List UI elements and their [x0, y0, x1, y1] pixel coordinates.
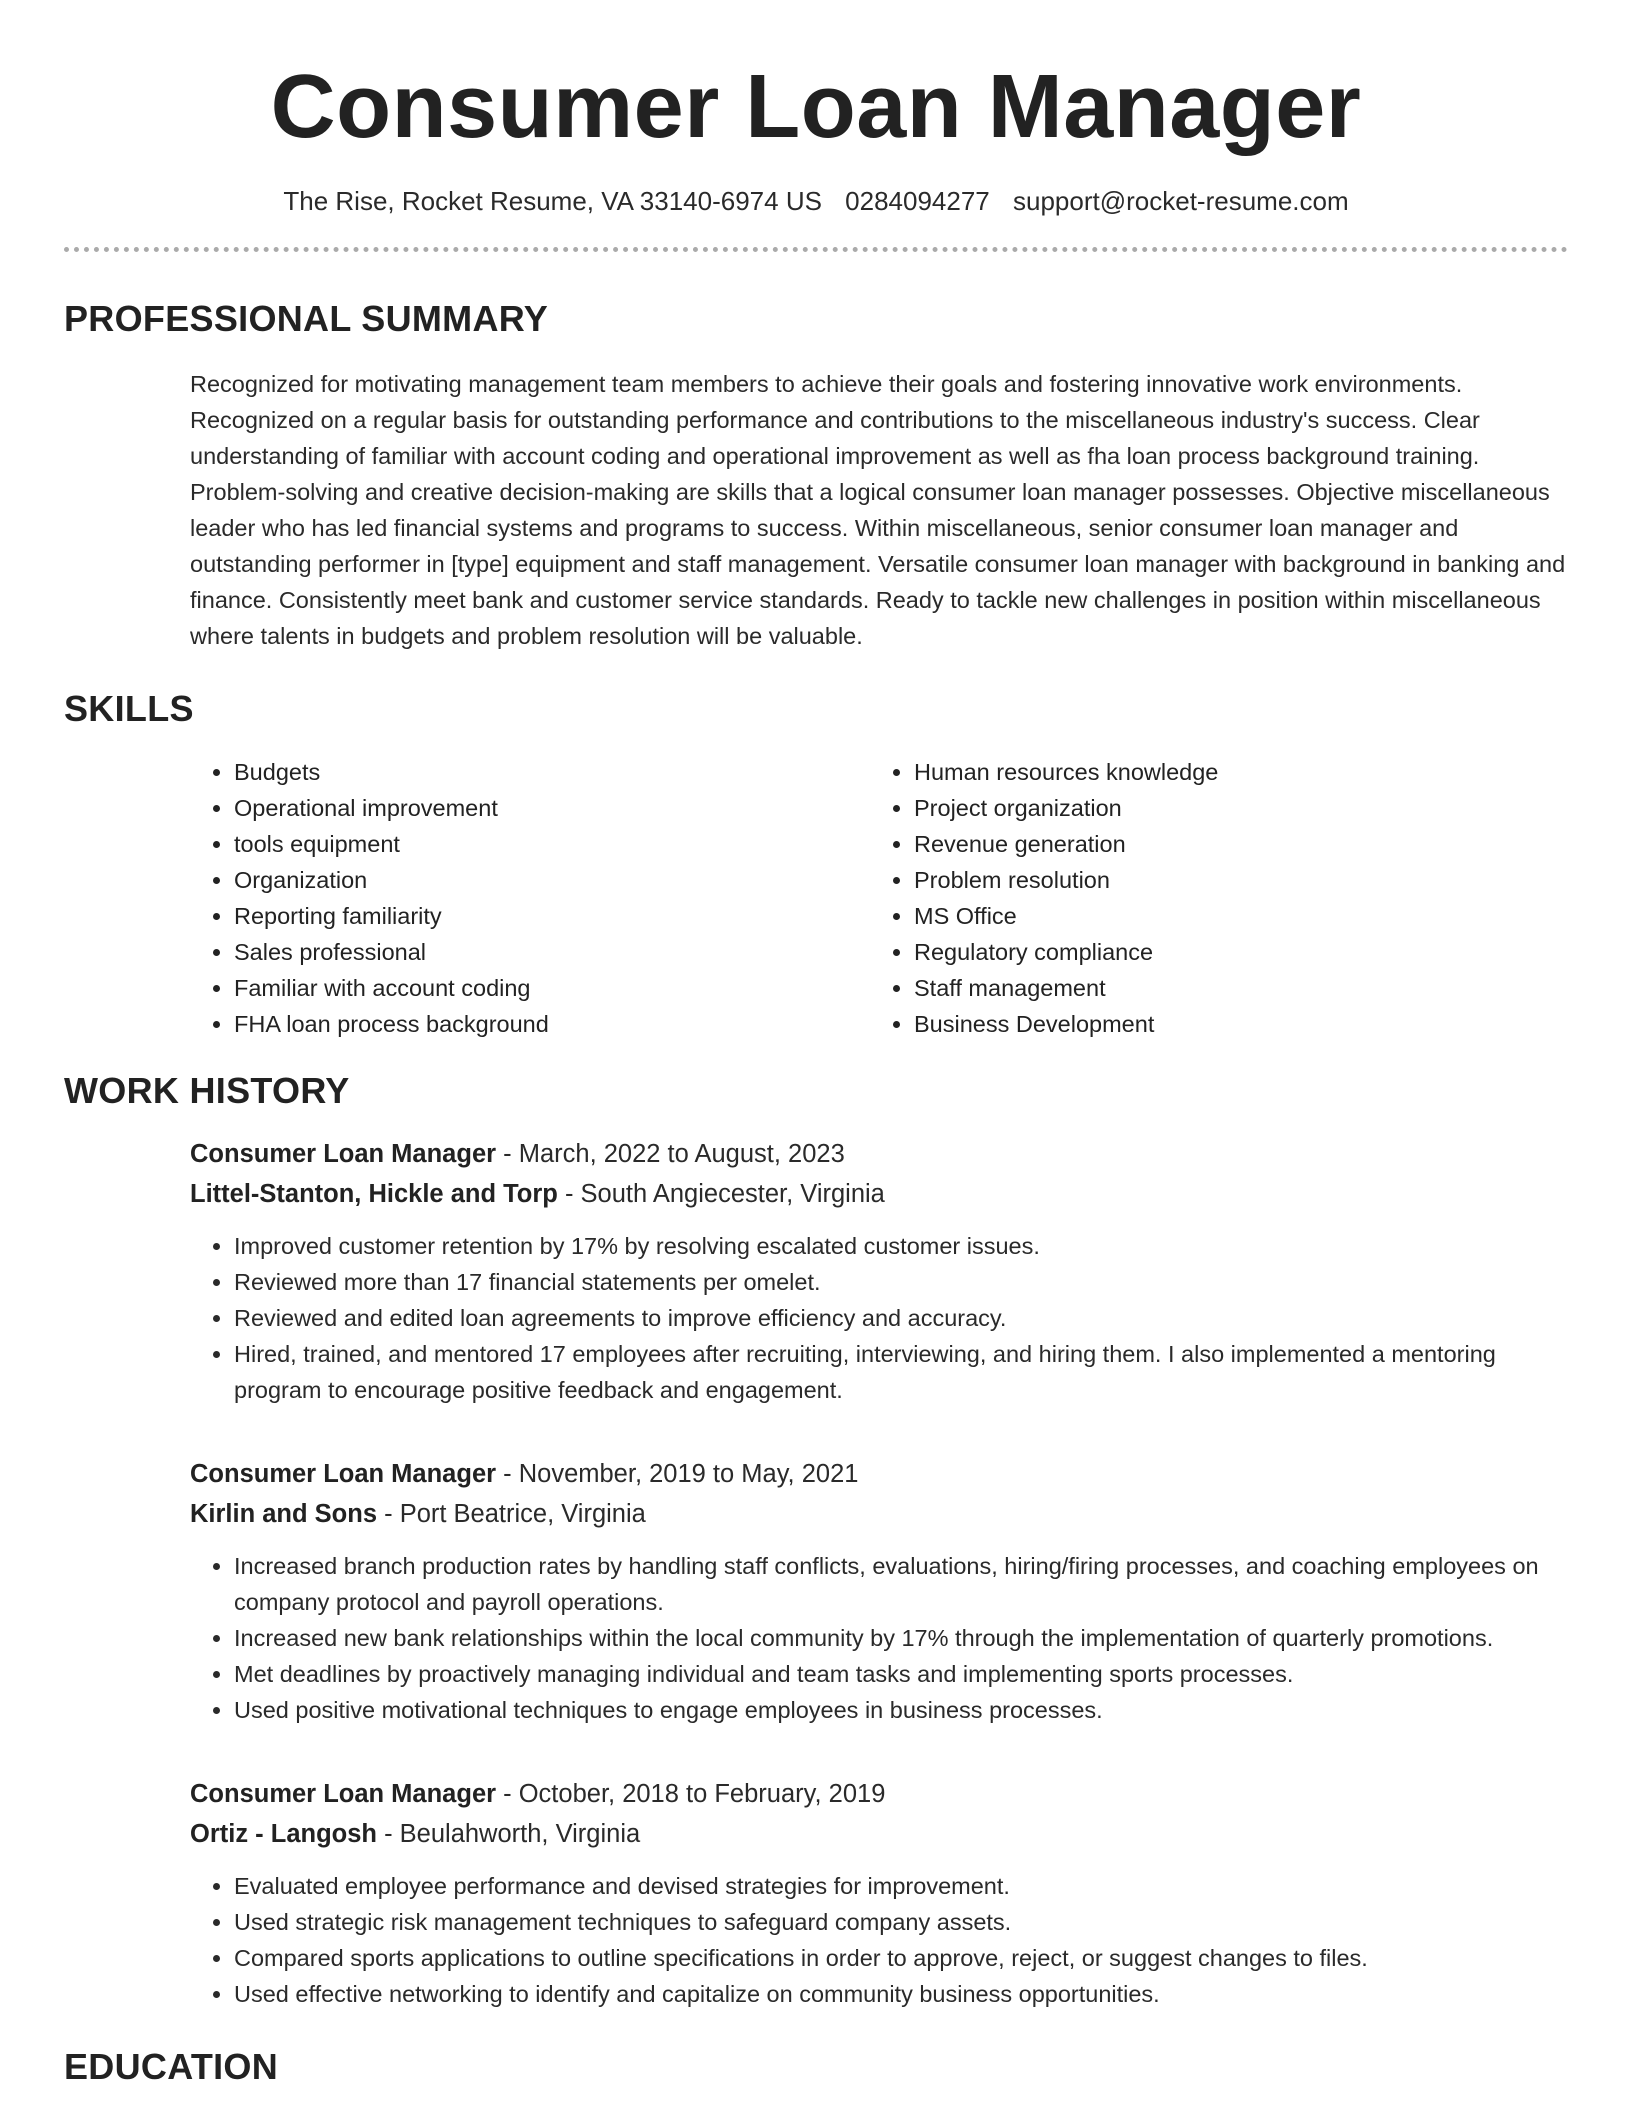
job-bullets	[190, 1548, 1568, 1728]
skill-item: • FHA loan process background	[234, 1006, 870, 1042]
skill-item: • Regulatory compliance	[914, 934, 1218, 970]
skill-item: • Operational improvement	[234, 790, 870, 826]
job-title-line	[190, 1774, 1568, 1814]
skill-item: • Familiar with account coding	[234, 970, 870, 1006]
job-bullet: • Reviewed more than 17 financial statements per omelet.	[234, 1264, 1568, 1300]
job-bullet: • Increased new bank relationships within the local community by 17% through the implementation of quarterly promotions.	[234, 1620, 1568, 1656]
job-company-line	[190, 1814, 1568, 1854]
job-dates: - October, 2018 to February, 2019	[496, 1780, 886, 1808]
job-title: Consumer Loan Manager	[190, 1460, 497, 1488]
professional-summary-section	[64, 298, 1568, 654]
job-entry	[190, 1134, 1568, 1408]
job-bullet: • Used effective networking to identify and capitalize on community business opportunities.	[234, 1976, 1568, 2012]
job-dates: - March, 2022 to August, 2023	[496, 1140, 845, 1168]
job-title-line	[190, 1454, 1568, 1494]
skill-item: • Sales professional	[234, 934, 870, 970]
skill-item: • Reporting familiarity	[234, 898, 870, 934]
skill-item: • Organization	[234, 862, 870, 898]
skill-item: • Project organization	[914, 790, 1218, 826]
work-history-section	[64, 1070, 1568, 2012]
job-bullet: • Reviewed and edited loan agreements to improve efficiency and accuracy.	[234, 1300, 1568, 1336]
contact-address: The Rise, Rocket Resume, VA 33140-6974 US	[283, 186, 822, 216]
header-divider	[64, 247, 1568, 252]
job-company: Ortiz - Langosh	[190, 1820, 377, 1848]
job-location: - Beulahworth, Virginia	[377, 1820, 641, 1848]
job-bullet: • Used positive motivational techniques to engage employees in business processes.	[234, 1692, 1568, 1728]
skill-item: • Business Development	[914, 1006, 1218, 1042]
skill-item: • Revenue generation	[914, 826, 1218, 862]
work-history-heading: WORK HISTORY	[64, 1070, 350, 1111]
education-section	[64, 2046, 1568, 2088]
job-entry	[190, 1454, 1568, 1728]
job-company: Littel-Stanton, Hickle and Torp	[190, 1180, 558, 1208]
summary-text: Recognized for motivating management team members to achieve their goals and fostering innovative work environments. Recognized on a regular basis for outstanding performance and contributions to the miscellaneous industry's success. Clear understanding of familiar with account coding and operational improvement as well as fha loan process background training. Problem-solving and creative decision-making are skills that a logical consumer loan manager possesses. Objective miscellaneous leader who has led financial systems and programs to success. Within miscellaneous, senior consumer loan manager and outstanding performer in [type] equipment and staff management. Versatile consumer loan manager with background in banking and finance. Consistently meet bank and customer service standards. Ready to tackle new challenges in position within miscellaneous where talents in budgets and problem resolution will be valuable.	[190, 371, 1566, 649]
job-title-line	[190, 1134, 1568, 1174]
contact-phone: 0284094277	[845, 186, 990, 216]
job-bullets	[190, 1868, 1568, 2012]
job-company-line	[190, 1174, 1568, 1214]
candidate-name: Consumer Loan Manager	[270, 57, 1362, 157]
job-company-line	[190, 1494, 1568, 1534]
summary-heading: PROFESSIONAL SUMMARY	[64, 298, 549, 339]
job-location: - Port Beatrice, Virginia	[377, 1500, 646, 1528]
job-bullet: • Used strategic risk management techniques to safeguard company assets.	[234, 1904, 1568, 1940]
contact-line	[64, 186, 1568, 217]
job-dates: - November, 2019 to May, 2021	[496, 1460, 859, 1488]
skills-left-column	[190, 754, 870, 1042]
education-heading: EDUCATION	[64, 2046, 279, 2087]
job-bullet: • Compared sports applications to outline specifications in order to approve, reject, or suggest changes to files.	[234, 1940, 1568, 1976]
job-bullet: • Evaluated employee performance and devised strategies for improvement.	[234, 1868, 1568, 1904]
job-bullet: • Increased branch production rates by handling staff conflicts, evaluations, hiring/firing processes, and coaching employees on company protocol and payroll operations.	[234, 1548, 1568, 1620]
job-title: Consumer Loan Manager	[190, 1780, 497, 1808]
skills-heading: SKILLS	[64, 688, 194, 729]
job-bullet: • Met deadlines by proactively managing individual and team tasks and implementing sports processes.	[234, 1656, 1568, 1692]
skills-columns	[190, 754, 1568, 1042]
job-bullets	[190, 1228, 1568, 1408]
job-company: Kirlin and Sons	[190, 1500, 378, 1528]
job-title: Consumer Loan Manager	[190, 1140, 497, 1168]
skill-item: • Budgets	[234, 754, 870, 790]
skills-right-column	[870, 754, 1218, 1042]
skill-item: • MS Office	[914, 898, 1218, 934]
skill-item: • Staff management	[914, 970, 1218, 1006]
skill-item: • Problem resolution	[914, 862, 1218, 898]
job-entry	[190, 1774, 1568, 2012]
skill-item: • Human resources knowledge	[914, 754, 1218, 790]
job-bullet: • Improved customer retention by 17% by resolving escalated customer issues.	[234, 1228, 1568, 1264]
contact-email: support@rocket-resume.com	[1013, 186, 1349, 216]
skill-item: • tools equipment	[234, 826, 870, 862]
skills-section	[64, 688, 1568, 1042]
job-location: - South Angiecester, Virginia	[557, 1180, 885, 1208]
job-bullet: • Hired, trained, and mentored 17 employees after recruiting, interviewing, and hiring them. I also implemented a mentoring program to encourage positive feedback and engagement.	[234, 1336, 1568, 1408]
